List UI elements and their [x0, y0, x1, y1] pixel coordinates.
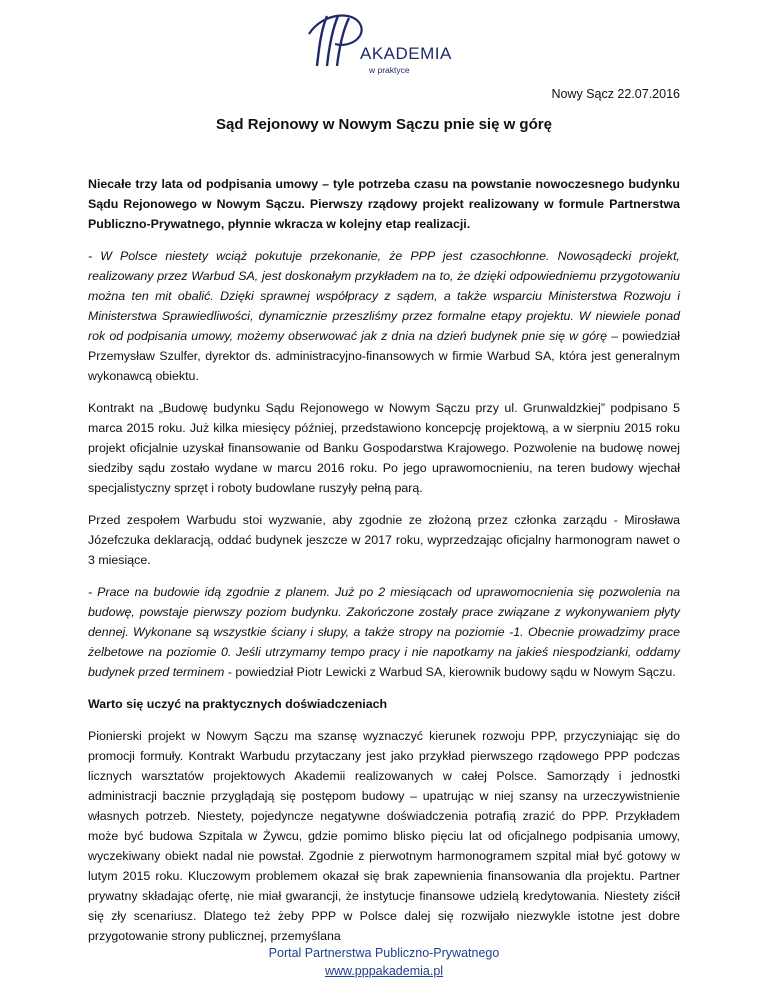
footer [0, 944, 768, 980]
paragraph-pioneer: Pionierski projekt w Nowym Sączu ma szansę wyznaczyć kierunek rozwoju PPP, przyczyniając się do promocji formuły. Kontrakt Warbudu przytaczany jest jako przykład pierwszego rządowego PPP podczas licznych warsztatów projektowych Akademii realizowanych w całej Polsce. Samorządy i jednostki administracji bacznie przyglądają się postępom budowy – upatrując w niej szansy na urzeczywistnienie własnych potrzeb. Niestety, pojedyncze negatywne doświadczenia potrafią zrazić do PPP. Przykładem może być budowa Szpitala w Żywcu, gdzie pomimo blisko pięciu lat od oficjalnego podpisania umowy, wyczekiwany obiekt nadal nie powstał. Zgodnie z pierwotnym harmonogramem szpital miał być gotowy w lutym 2015 roku. Kluczowym problemem okazał się brak zapewnienia finansowania dla projektu. Partner prywatny składając ofertę, nie miał gwarancji, że instytucje finansowe udzielą kredytowania. Niestety ziścił się zły scenariusz. Dlatego też żeby PPP w Polsce dalej się rozwijało niezwykle istotne jest dobre przygotowanie strony publicznej, przemyślana [88, 729, 680, 943]
quote-attribution: - powiedział Piotr Lewicki z Warbud SA, kierownik budowy sądu w Nowym Sączu. [224, 665, 676, 679]
paragraph-quote-1 [88, 246, 680, 386]
document-body [88, 174, 680, 958]
paragraph-challenge: Przed zespołem Warbudu stoi wyzwanie, aby zgodnie ze złożoną przez członka zarządu - Mirosława Józefczuka deklaracją, oddać budynek jeszcze w 2017 roku, wyprzedzając oficjalny harmonogram nawet o 3 miesiące. [88, 513, 680, 567]
paragraph-contract: Kontrakt na „Budowę budynku Sądu Rejonowego w Nowym Sączu przy ul. Grunwaldzkiej” podpisano 5 marca 2015 roku. Już kilka miesięcy później, przedstawiono koncepcję projektową, a w sierpniu 2015 roku projekt oficjalnie uzyskał finansowanie od Banku Gospodarstwa Krajowego. Pozwolenie na budowę nowej siedziby sądu zostało wydane w marcu 2016 roku. Po jego uprawomocnieniu, na teren budowy wjechał specjalistyczny sprzęt i roboty budowlane ruszyły pełną parą. [88, 401, 680, 495]
document-date: Nowy Sącz 22.07.2016 [551, 87, 680, 101]
ppp-logo-mark-icon [305, 8, 365, 70]
logo-brand: AKADEMIA [360, 44, 452, 63]
quote-text: - W Polsce niestety wciąż pokutuje przekonanie, że PPP jest czasochłonne. Nowosądecki projekt, realizowany przez Warbud SA, jest doskonałym przykładem na to, że dzięki odpowiedniemu przygotowaniu można ten mit obalić. Dzięki sprawnej współpracy z sądem, a także wsparciu Ministerstwa Rozwoju i Ministerstwa Sprawiedliwości, dynamicznie przeszliśmy przez formalne etapy projektu. W niewiele ponad rok od podpisania umowy, możemy obserwować jak z dnia na dzień budynek pnie się w górę [88, 249, 680, 343]
section-heading: Warto się uczyć na praktycznych doświadczeniach [88, 697, 388, 711]
footer-website-link[interactable]: www.pppakademia.pl [324, 964, 444, 978]
lead-paragraph: Niecałe trzy lata od podpisania umowy – tyle potrzeba czasu na powstanie nowoczesnego budynku Sądu Rejonowego w Nowym Sączu. Pierwszy rządowy projekt realizowany w formule Partnerstwa Publiczno-Prywatnego, płynnie wkracza w kolejny etap realizacji. [88, 177, 680, 231]
quote-text: - Prace na budowie idą zgodnie z planem. Już po 2 miesiącach od uprawomocnienia się pozwolenia na budowę, powstaje pierwszy poziom budynku. Zakończone zostały prace związane z wykonywaniem płyty dennej. Wykonane są wszystkie ściany i słupy, a także stropy na poziomie -1. Obecnie prowadzimy prace żelbetowe na poziomie 0. Jeśli utrzymamy tempo pracy i nie napotkamy na jakieś niespodzianki, oddamy budynek przed terminem [88, 585, 680, 679]
document-title: Sąd Rejonowy w Nowym Sączu pnie się w górę [216, 116, 552, 133]
footer-portal-name: Portal Partnerstwa Publiczno-Prywatnego [268, 946, 500, 960]
logo-tagline: w praktyce [369, 65, 410, 75]
quote-attribution: – powiedział Przemysław Szulfer, dyrektor ds. administracyjno-finansowych w firmie Warbud SA, która jest generalnym wykonawcą obiektu. [88, 329, 680, 383]
paragraph-quote-2 [88, 582, 680, 682]
logo [305, 8, 475, 78]
